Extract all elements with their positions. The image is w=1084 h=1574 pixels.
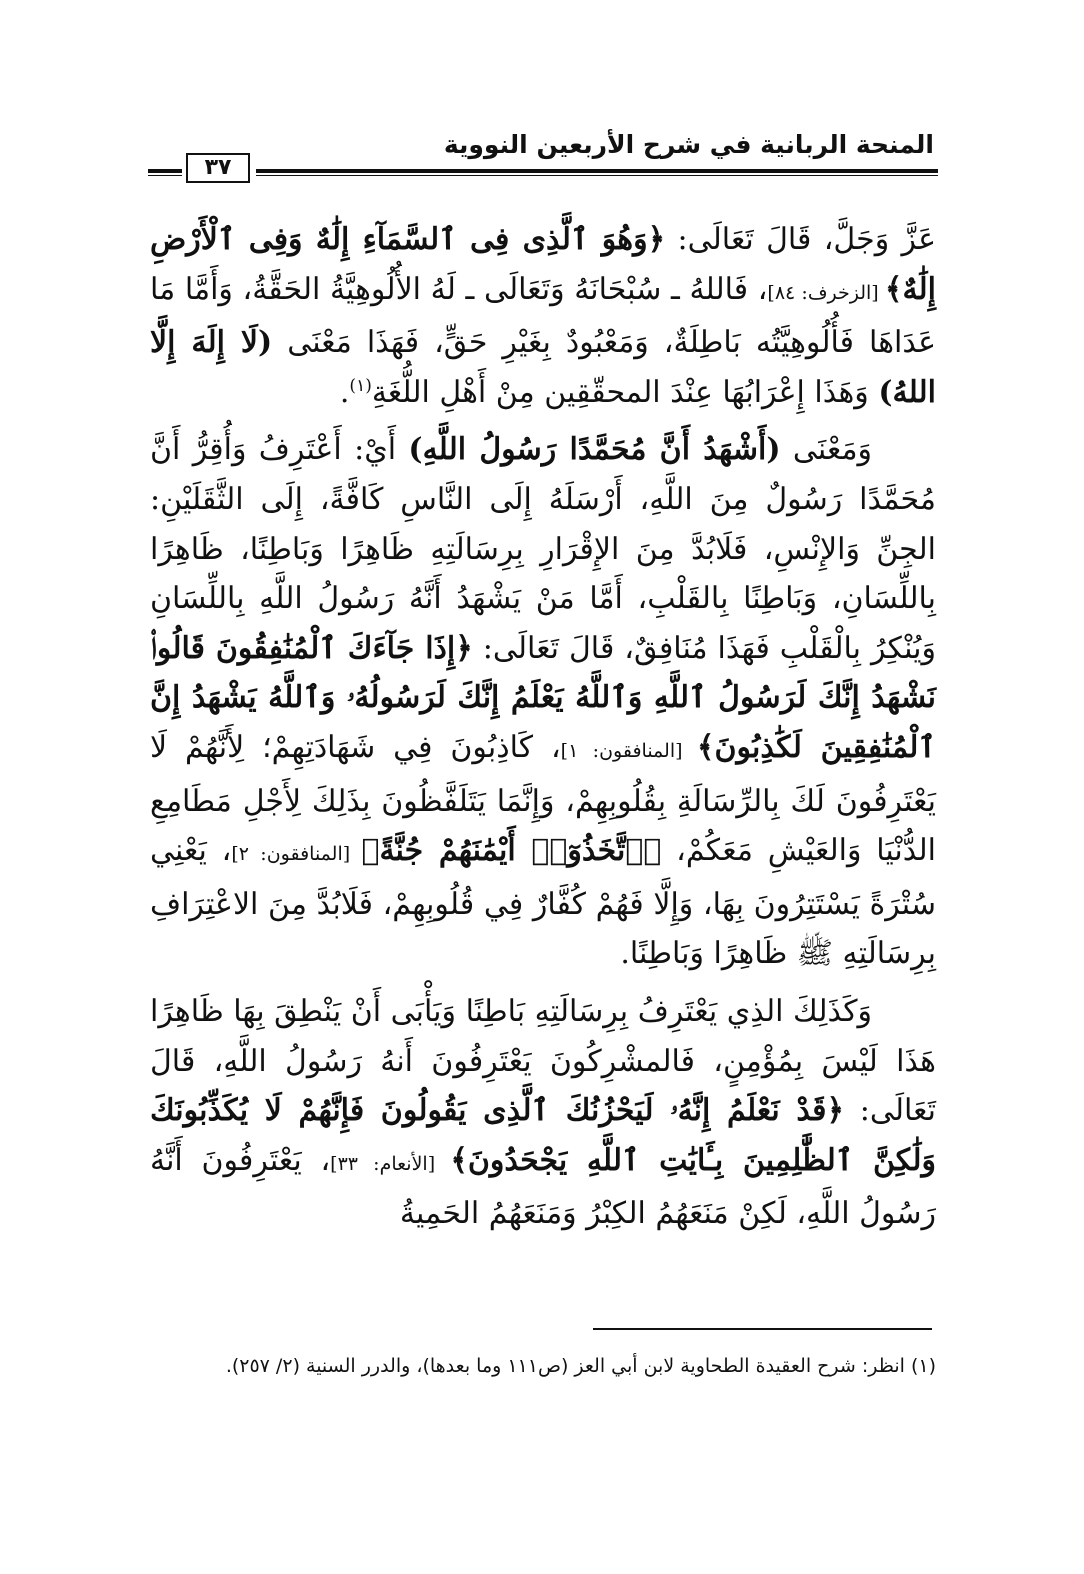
text-segment: ، يَعْتَرِفُونَ أَنَّهُ رَسُولُ اللَّهِ، لَكِنْ مَنَعَهُمُ الكِبْرُ وَمَنَعَهُمُ الحَمِيةُ: [150, 1142, 936, 1232]
page-header: [148, 128, 938, 188]
text-segment: ، فَاللهُ ـ سُبْحَانَهُ وَتَعَالَى ـ لَهُ الأُلُوهِيَّةُ الحَقَّةُ، وَأَمَّا مَا عَدَاهَا فَأُلُوهِيَّتُه بَاطِلَةٌ، وَمَعْبُودٌ بِغَيْرِ حَقٍّ، فَهَذَا مَعْنَى: [150, 271, 936, 361]
quran-verse: ﴿قَدْ نَعْلَمُ إِنَّهُۥ لَيَحْزُنُكَ ٱلَّذِى يَقُولُونَ فَإِنَّهُمْ لَا يُكَذِّبُونَكَ وَلَٰكِنَّ ٱلظَّٰلِمِينَ بِـَٔايَٰتِ ٱللَّهِ يَجْحَدُونَ﴾: [150, 1093, 936, 1178]
header-rule-long: [256, 169, 938, 176]
page-number: ٣٧: [186, 153, 250, 183]
text-segment: ، يَعْنِي سُتْرَةً يَسْتَتِرُونَ بِهَا، وَإِلَّا فَهُمْ كُفَّارٌ فِي قُلُوبِهِمْ، فَلَابُدَّ مِنَ الاعْتِرَافِ بِرِسَالَتِهِ ﷺ ظَاهِرًا وَبَاطِنًا.: [150, 833, 936, 972]
text-segment: .: [339, 374, 350, 410]
verse-citation: [الأنعام: ٣٣]: [330, 1152, 451, 1175]
paragraph-2: [150, 425, 936, 979]
quran-verse: ﴿ٱتَّخَذُوٓا۟ أَيْمَٰنَهُمْ جُنَّةً﴾: [361, 833, 662, 869]
text-segment: أَيْ: أَعْتَرِفُ وَأُقِرُّ أَنَّ مُحَمَّدًا رَسُولٌ مِنَ اللَّهِ، أَرْسَلَهُ إِلَى النَّاسِ كَافَّةً، إِلَى الثَّقَلَيْنِ: الجِنِّ وَالإِنْسِ، فَلَابُدَّ مِنَ الإِقْرَارِ بِرِسَالَتِهِ ظَاهِرًا وَبَاطِنًا، ظَاهِرًا بِاللِّسَانِ، وَبَاطِنًا بِالقَلْبِ، أَمَّا مَنْ يَشْهَدُ أَنَّهُ رَسُولُ اللَّهِ بِاللِّسَانِ وَيُنْكِرُ بِالْقَلْبِ فَهَذَا مُنَافِقٌ، قَالَ تَعَالَى:: [150, 432, 936, 666]
text-segment: وَهَذَا إِعْرَابُهَا عِنْدَ المحقّقِين مِنْ أَهْلِ اللُّغَةِ: [371, 374, 879, 410]
body-text: [150, 215, 936, 1239]
footnote-marker[interactable]: (١): [349, 375, 372, 396]
header-rule-short: [148, 169, 182, 176]
text-segment: ، كَاذِبُونَ فِي شَهَادَتِهِمْ؛ لِأَنَّهُمْ لَا يَعْتَرِفُونَ لَكَ بِالرِّسَالَةِ بِقُلُوبِهِمْ، وَإِنَّمَا يَتَلَفَّظُونَ بِذَلِكَ لِأَجْلِ مَطَامِعِ الدُّنْيَا وَالعَيْشِ مَعَكُمْ،: [150, 729, 936, 869]
quran-verse: ﴿إِذَا جَآءَكَ ٱلْمُنَٰفِقُونَ قَالُوا۟ نَشْهَدُ إِنَّكَ لَرَسُولُ ٱللَّهِ وَٱللَّهُ يَعْلَمُ إِنَّكَ لَرَسُولُهُۥ وَٱللَّهُ يَشْهَدُ إِنَّ ٱلْمُنَٰفِقِينَ لَكَٰذِبُونَ﴾: [150, 630, 936, 765]
running-title: المنحة الربانية في شرح الأربعين النووية: [443, 130, 934, 159]
shahada-phrase: (أَشْهَدُ أَنَّ مُحَمَّدًا رَسُولُ اللَّهِ): [408, 432, 781, 468]
verse-citation: [المنافقون: ١]: [560, 739, 697, 762]
text-segment: وَكَذَلِكَ الذِي يَعْتَرِفُ بِرِسَالَتِهِ بَاطِنًا وَيَأْبَى أَنْ يَنْطِقَ بِهَا ظَاهِرًا هَذَا لَيْسَ بِمُؤْمِنٍ، فَالمشْرِكُونَ يَعْتَرِفُونَ أَنهُ رَسُولُ اللَّهِ، قَالَ تَعَالَى:: [150, 993, 936, 1129]
footnote-separator: [593, 1328, 932, 1330]
text-segment: وَمَعْنَى: [780, 432, 872, 468]
text-segment: عَزَّ وَجَلَّ، قَالَ تَعَالَى:: [665, 222, 936, 257]
verse-citation: [الزخرف: ٨٤]: [767, 281, 885, 304]
paragraph-3: [150, 987, 936, 1239]
paragraph-1: [150, 215, 936, 417]
footnote-1: (١) انظر: شرح العقيدة الطحاوية لابن أبي العز (ص١١١ وما بعدها)، والدرر السنية (٢/ ٢٥٧).: [225, 1355, 936, 1377]
shahada-phrase: (لَا إِلَهَ إِلَّا اللهُ): [150, 325, 936, 410]
verse-citation: [المنافقون: ٢]: [231, 843, 362, 866]
quran-verse: ﴿وَهُوَ ٱلَّذِى فِى ٱلسَّمَآءِ إِلَٰهٌ وَفِى ٱلْأَرْضِ إِلَٰهٌ﴾: [150, 222, 937, 307]
